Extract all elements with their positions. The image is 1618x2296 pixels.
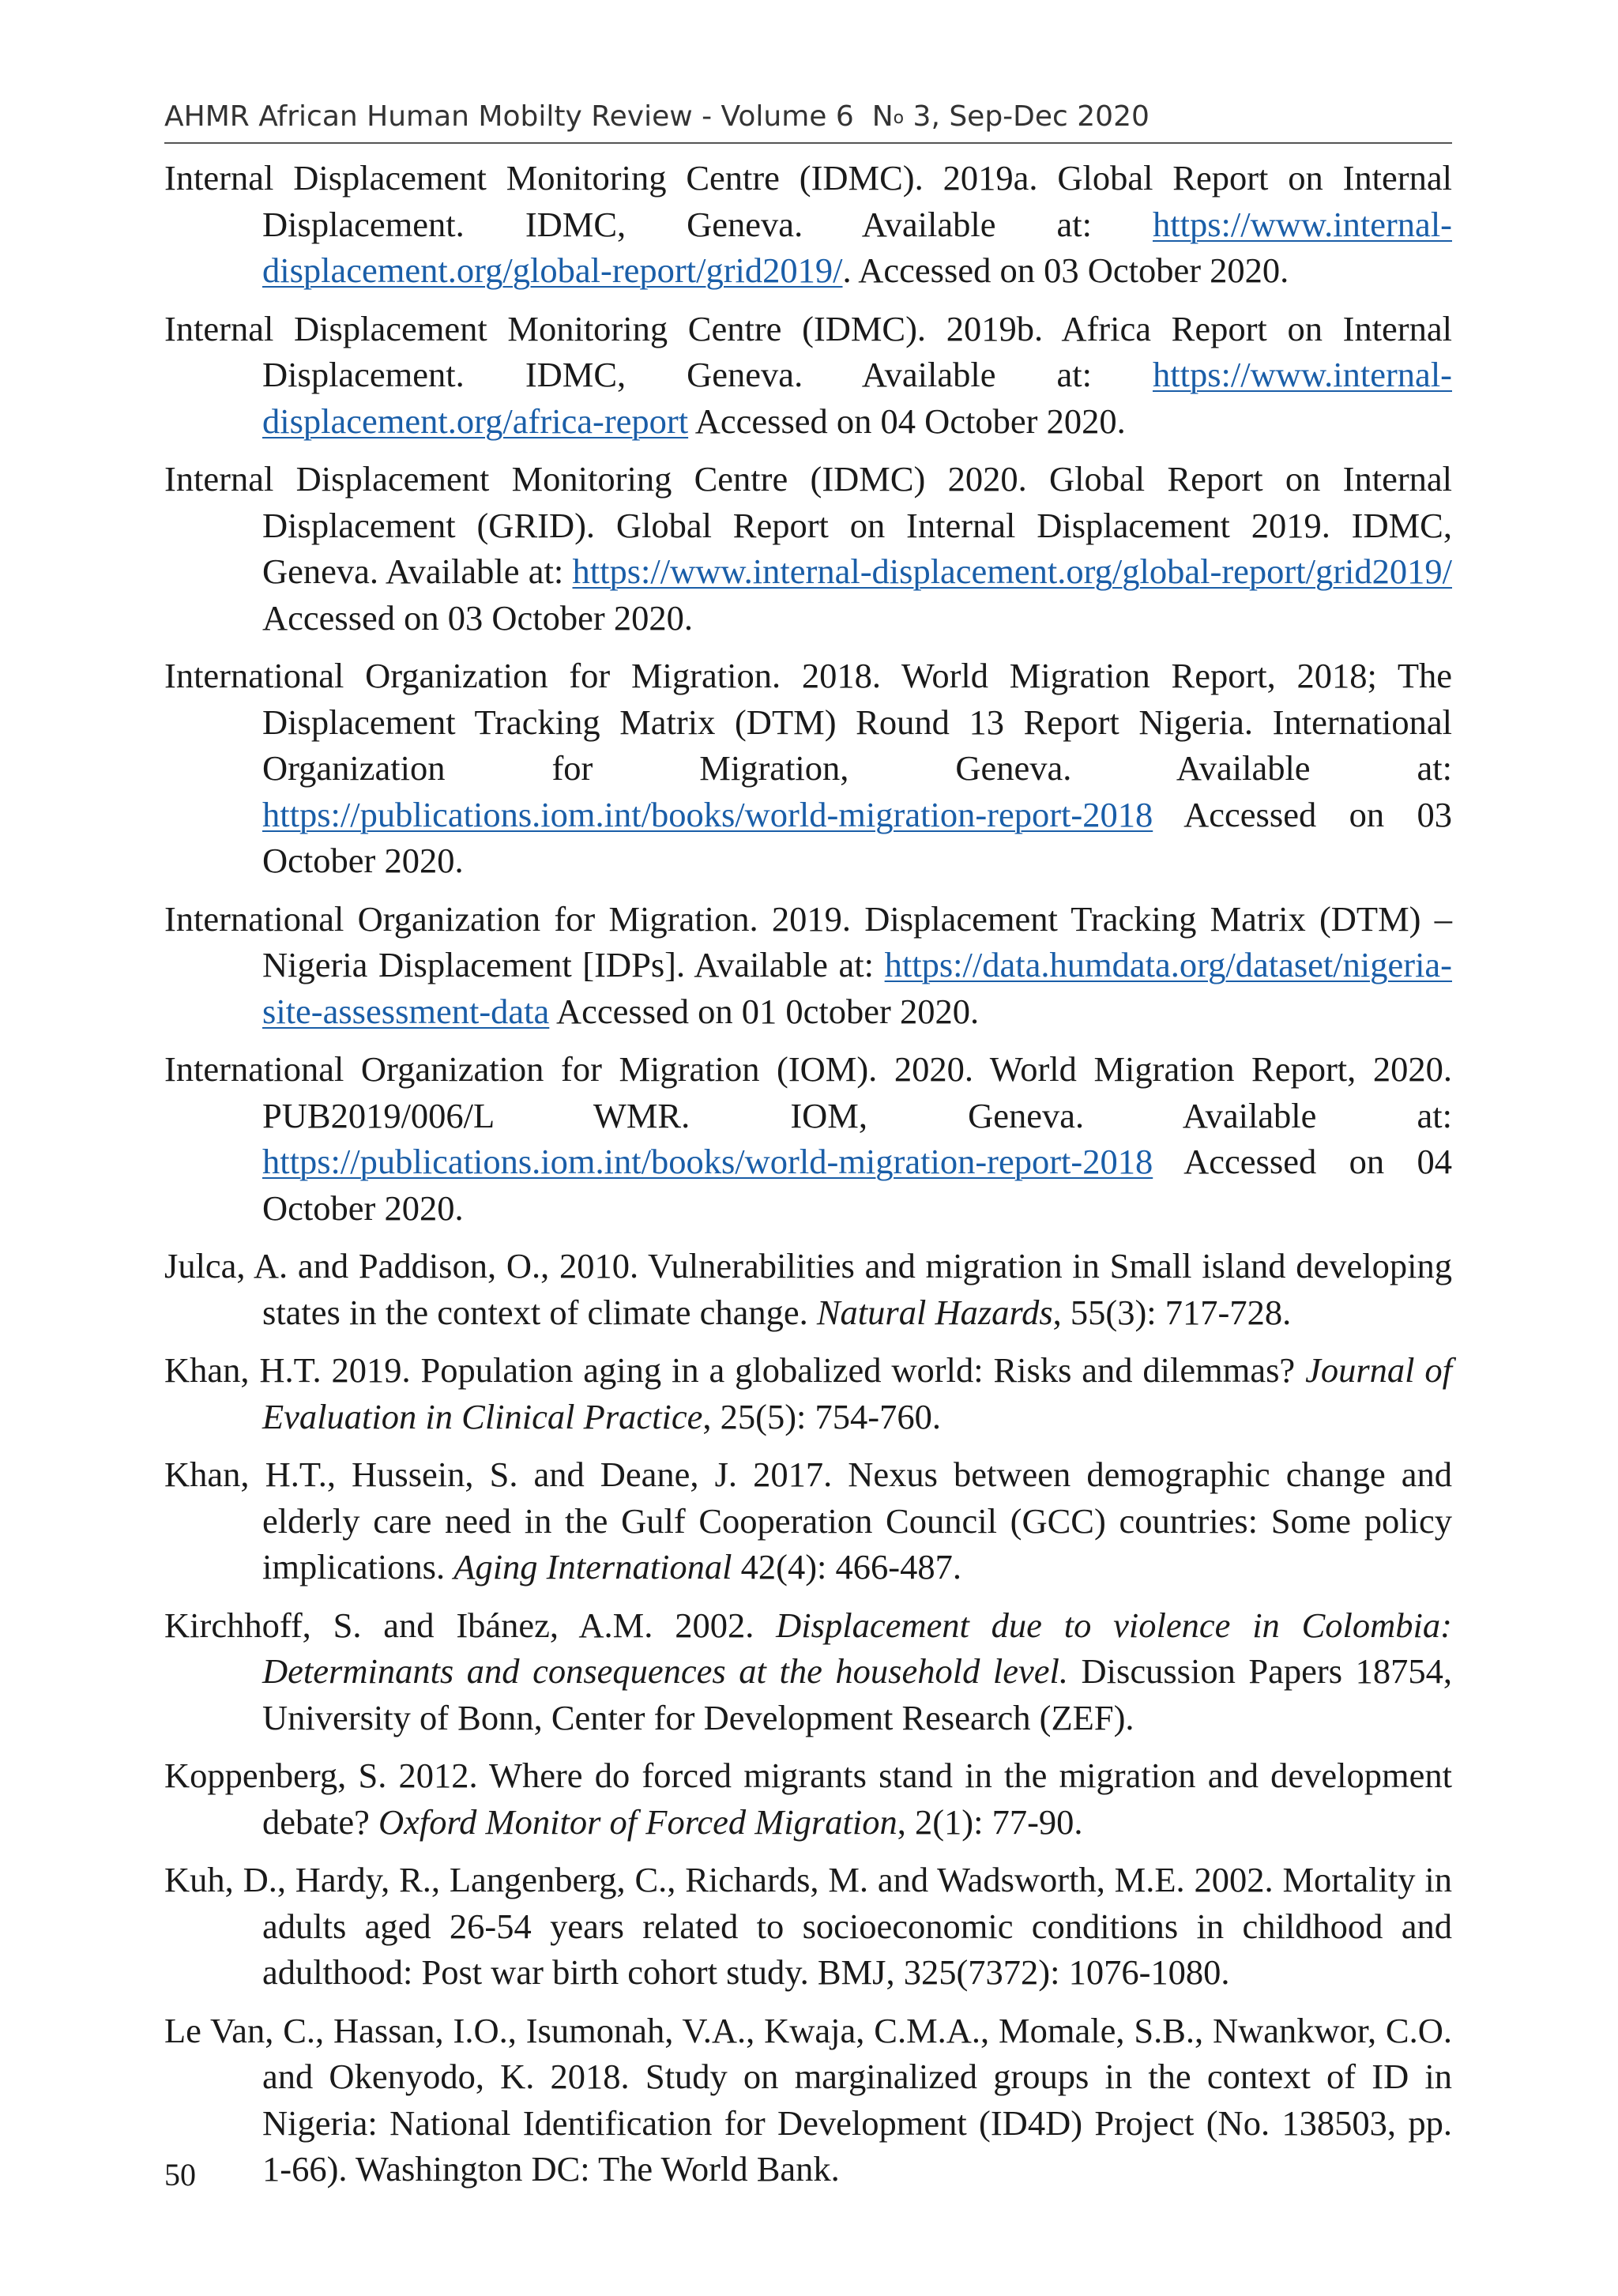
reference-entry (164, 456, 1452, 641)
reference-text: Internal Displacement Monitoring Centre (IDMC). 2019a. Global Report on Internal Displacement. IDMC, Geneva. Available at: (164, 158, 1452, 244)
reference-text: Kuh, D., Hardy, R., Langenberg, C., Richards, M. and Wadsworth, M.E. 2002. Mortality in adults aged 26-54 years related to socioeconomic conditions in childhood and adulthood: Post war birth cohort study. BMJ, 325(7372): 1076-1080. (164, 1860, 1452, 1992)
reference-text: Kirchhoff, S. and Ibánez, A.M. 2002. (164, 1605, 777, 1645)
journal-name: Natural Hazards (816, 1292, 1053, 1332)
reference-entry (164, 653, 1452, 884)
reference-list (164, 155, 1452, 2204)
reference-entry (164, 2008, 1452, 2192)
journal-name: Oxford Monitor of Forced Migration (378, 1801, 897, 1842)
reference-link[interactable]: https://publications.iom.int/books/world-migration-report-2018 (262, 1142, 1153, 1181)
reference-link[interactable]: https://www.internal-displacement.org/global-report/grid2019/ (262, 204, 1452, 290)
reference-entry (164, 1752, 1452, 1845)
work-title: Displacement due to violence in Colombia: Determinants and consequences at the household level. (262, 1605, 1452, 1691)
reference-entry (164, 1347, 1452, 1440)
reference-text-end: , 55(3): 717-728. (1052, 1292, 1292, 1332)
reference-text: Khan, H.T., Hussein, S. and Deane, J. 2017. Nexus between demographic change and elderly care need in the Gulf Cooperation Council (GCC) countries: Some policy implications. (164, 1455, 1452, 1586)
reference-text-end: . Accessed on 03 October 2020. (842, 250, 1289, 290)
reference-link[interactable]: https://www.internal-displacement.org/africa-report (262, 355, 1452, 441)
reference-entry (164, 1857, 1452, 1996)
reference-text-end: 42(4): 466-487. (732, 1547, 961, 1586)
reference-link[interactable]: https://data.humdata.org/dataset/nigeria-site-assessment-data (262, 945, 1452, 1031)
reference-text-end: Accessed on 04 October 2020. (262, 1142, 1452, 1228)
running-header (164, 98, 1452, 136)
reference-text-end: Accessed on 04 October 2020. (688, 401, 1126, 441)
reference-text-end: Accessed on 03 October 2020. (262, 597, 693, 638)
reference-entry (164, 896, 1452, 1035)
journal-name: Aging International (453, 1547, 732, 1586)
reference-text: Khan, H.T. 2019. Population aging in a globalized world: Risks and dilemmas? (164, 1350, 1306, 1390)
reference-text: Koppenberg, S. 2012. Where do forced migrants stand in the migration and development debate? (164, 1756, 1452, 1842)
reference-entry (164, 1451, 1452, 1590)
reference-text: International Organization for Migration. 2018. World Migration Report, 2018; The Displacement Tracking Matrix (DTM) Round 13 Report Nigeria. International Organization for Migration, Geneva. Available at: (164, 656, 1452, 788)
reference-text-end: Accessed on 01 0ctober 2020. (549, 991, 980, 1031)
reference-text-end: Discussion Papers 18754, University of Bonn, Center for Development Research (ZEF). (262, 1651, 1452, 1737)
reference-text: Internal Displacement Monitoring Centre (IDMC) 2020. Global Report on Internal Displacement (GRID). Global Report on Internal Displacement 2019. IDMC, Geneva. Available at: (164, 459, 1452, 591)
reference-link[interactable]: https://publications.iom.int/books/world-migration-report-2018 (262, 794, 1153, 834)
reference-entry (164, 1046, 1452, 1231)
reference-text-end: Accessed on 03 October 2020. (262, 794, 1452, 880)
journal-name: Journal of Evaluation in Clinical Practice (262, 1350, 1452, 1436)
reference-entry (164, 1602, 1452, 1741)
journal-title: AHMR African Human Mobilty Review - Volume 6 (164, 100, 854, 133)
reference-text: Le Van, C., Hassan, I.O., Isumonah, V.A., Kwaja, C.M.A., Momale, S.B., Nwankwor, C.O. and Okenyodo, K. 2018. Study on marginalized groups in the context of ID in Nigeria: National Identification for Development (ID4D) Project (No. 138503, pp. 1-66). Washington DC: The World Bank. (164, 2010, 1452, 2189)
reference-entry (164, 306, 1452, 445)
reference-entry (164, 1243, 1452, 1335)
issue-date: 3, Sep-Dec 2020 (904, 100, 1150, 133)
reference-entry (164, 155, 1452, 294)
issue-number-superscript: o (893, 108, 905, 128)
header-divider (164, 142, 1452, 144)
page-number: 50 (164, 2157, 196, 2192)
reference-text-end: , 25(5): 754-760. (702, 1396, 941, 1436)
reference-text: Internal Displacement Monitoring Centre (IDMC). 2019b. Africa Report on Internal Displacement. IDMC, Geneva. Available at: (164, 308, 1452, 394)
issue-number-symbol: N (871, 100, 894, 133)
reference-text: International Organization for Migration (IOM). 2020. World Migration Report, 2020. PUB2019/006/L WMR. IOM, Geneva. Available at: (164, 1049, 1452, 1135)
reference-text: Julca, A. and Paddison, O., 2010. Vulnerabilities and migration in Small island developing states in the context of climate change. (164, 1246, 1452, 1332)
reference-text-end: , 2(1): 77-90. (897, 1801, 1083, 1842)
reference-text: International Organization for Migration. 2019. Displacement Tracking Matrix (DTM) – Nigeria Displacement [IDPs]. Available at: (164, 898, 1452, 984)
reference-link[interactable]: https://www.internal-displacement.org/global-report/grid2019/ (572, 551, 1452, 591)
